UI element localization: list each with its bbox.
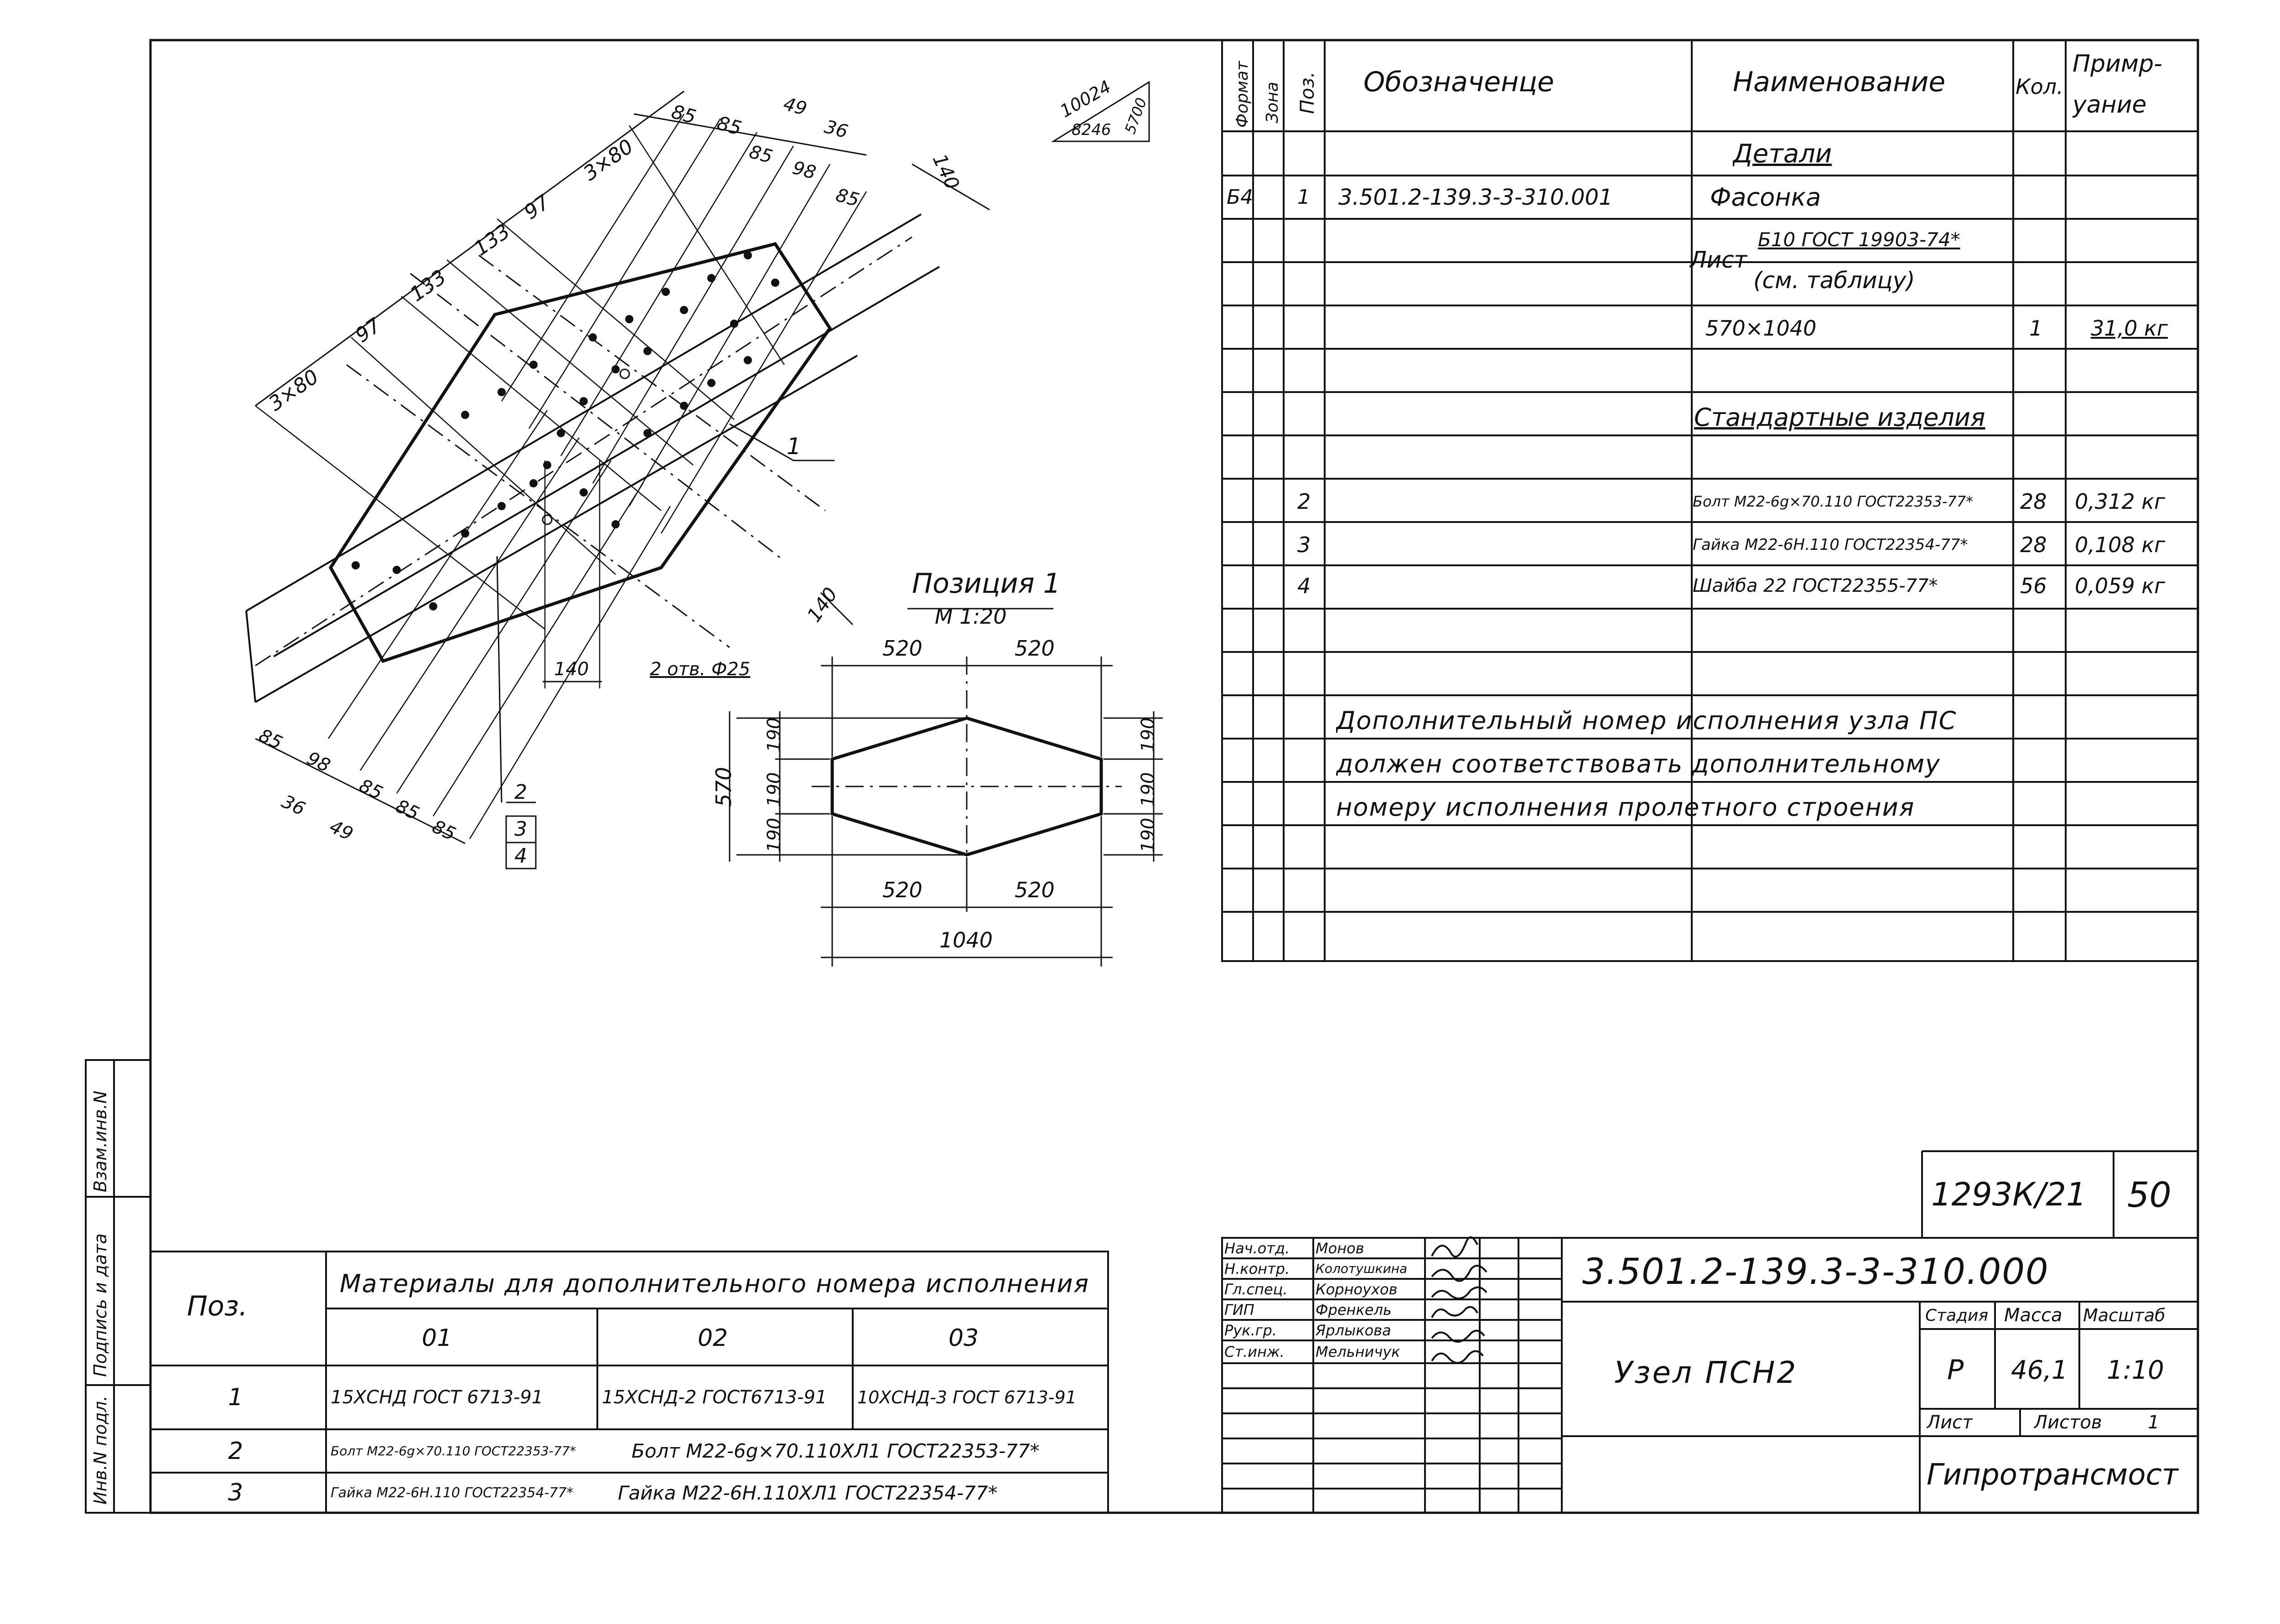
- role-4-name: Френкель: [1316, 1301, 1392, 1319]
- dim-bottom-4: 85: [356, 775, 386, 804]
- row3-pos: 3: [1297, 533, 1311, 557]
- drawing-name: Узел ПСН2: [1614, 1355, 1798, 1390]
- dim-bottom-0: 85: [255, 725, 286, 754]
- materials-row1-pos: 1: [228, 1384, 244, 1411]
- role-6: Ст.инж.: [1224, 1343, 1285, 1360]
- row3-name: Гайка М22-6Н.110 ГОСТ22354-77*: [1693, 536, 1968, 554]
- organization: Гипротрансмост: [1927, 1458, 2179, 1492]
- size-row-qty: 1: [2029, 316, 2043, 341]
- role-4: ГИП: [1224, 1301, 1254, 1319]
- spec-header-note-2: уание: [2073, 91, 2147, 119]
- drawing-code: 3.501.2-139.3-3-310.000: [1582, 1252, 2049, 1293]
- pos1-dim-right-a: 190: [1138, 717, 1159, 752]
- row1-pos: 1: [1297, 186, 1310, 209]
- leader-1: 1: [787, 433, 801, 460]
- gusset-plate: [331, 244, 830, 661]
- remark-line-3: номеру исполнения пролетного строения: [1336, 792, 1915, 822]
- spec-header-note-1: Примр-: [2073, 50, 2162, 78]
- materials-row1-c1: 15ХСНД ГОСТ 6713-91: [331, 1387, 544, 1408]
- page-number: 50: [2127, 1174, 2171, 1215]
- remark-line-2: должен соответствовать дополнительному: [1336, 749, 1941, 778]
- pos1-dim-right-b: 190: [1138, 772, 1159, 807]
- row2-pos: 2: [1297, 489, 1311, 514]
- materials-col-02: 02: [698, 1324, 728, 1352]
- callout-4: 4: [514, 844, 527, 868]
- row2-name: Болт М22-6g×70.110 ГОСТ22353-77*: [1693, 493, 1974, 510]
- row4-pos: 4: [1297, 574, 1311, 598]
- dim-bottom-1: 98: [303, 748, 334, 777]
- materials-title: Материалы для дополнительного номера исполнения: [340, 1269, 1090, 1298]
- pos1-dim-right-c: 190: [1138, 817, 1159, 853]
- spec-header-pos: Поз.: [1296, 72, 1318, 114]
- materials-row2-c2: Болт М22-6g×70.110ХЛ1 ГОСТ22353-77*: [632, 1440, 1040, 1462]
- dim-side-1: 140: [803, 583, 842, 626]
- position1-drawing: [730, 609, 1163, 967]
- dim-top-5: 3×80: [579, 134, 638, 186]
- album-number: 1293К/21: [1931, 1176, 2087, 1213]
- side-stamp-inv: Инв.N подл.: [90, 1396, 110, 1505]
- scale-value: 1:10: [2107, 1355, 2164, 1385]
- materials-row1-c3: 10ХСНД-3 ГОСТ 6713-91: [857, 1387, 1077, 1407]
- dim-top-4: 97: [520, 190, 554, 224]
- spec-header-format: Формат: [1233, 61, 1252, 128]
- position1-title: Позиция 1: [912, 568, 1061, 600]
- bolt-holes: [352, 251, 779, 610]
- weld-symbol-bottom-left: 8246: [1072, 121, 1111, 139]
- row4-note: 0,059 кг: [2075, 574, 2166, 598]
- role-2: Н.контр.: [1224, 1260, 1290, 1277]
- dim-top-0: 3×80: [264, 365, 323, 416]
- mass-value: 46,1: [2011, 1355, 2068, 1385]
- side-stamp-sign: Подпись и дата: [90, 1233, 110, 1377]
- dim-side-2: 140: [554, 659, 589, 680]
- role-2-name: Колотушкина: [1316, 1261, 1408, 1276]
- row3-note: 0,108 кг: [2075, 533, 2166, 557]
- row4-name: Шайба 22 ГОСТ22355-77*: [1693, 575, 1938, 596]
- weld-symbol-bottom-right: 5700: [1121, 95, 1150, 136]
- materials-row3-c1: Гайка М22-6Н.110 ГОСТ22354-77*: [331, 1484, 574, 1501]
- role-6-name: Мельничук: [1316, 1343, 1400, 1360]
- materials-row1-c2: 15ХСНД-2 ГОСТ6713-91: [602, 1387, 827, 1408]
- spec-header-designation: Обозначенце: [1363, 66, 1555, 98]
- dim-top-2: 133: [406, 265, 451, 306]
- node-drawing: [246, 82, 1149, 869]
- pos1-dim-left-a: 190: [764, 717, 785, 752]
- stage-value: Р: [1947, 1354, 1964, 1386]
- remark-line-1: Дополнительный номер исполнения узла ПС: [1336, 706, 1957, 735]
- dim-bottom-6: 85: [429, 816, 459, 845]
- sheet-word: Лист: [1689, 247, 1747, 273]
- dim-top-9: 36: [822, 116, 850, 143]
- row2-note: 0,312 кг: [2075, 489, 2166, 514]
- dim-top-3: 133: [470, 219, 515, 261]
- dim-bottom-2: 36: [278, 791, 309, 820]
- section-standard: Стандартные изделия: [1694, 403, 1985, 432]
- row4-qty: 56: [2020, 574, 2047, 598]
- section-details: Детали: [1733, 139, 1832, 169]
- dim-top-1: 97: [351, 313, 386, 347]
- role-3: Гл.спец.: [1224, 1280, 1288, 1298]
- dim-top-8: 49: [781, 93, 809, 120]
- pos1-dim-bottom-left: 520: [882, 878, 922, 902]
- pos1-dim-left-c: 190: [764, 817, 785, 853]
- dim-bottom-3: 49: [326, 816, 357, 845]
- scale-header: Масштаб: [2083, 1305, 2166, 1325]
- pos1-dim-top-left: 520: [882, 636, 922, 661]
- materials-row3-pos: 3: [228, 1479, 244, 1506]
- role-5-name: Ярлыкова: [1316, 1321, 1391, 1339]
- pos1-dim-bottom-right: 520: [1015, 878, 1055, 902]
- materials-row3-c2: Гайка М22-6Н.110ХЛ1 ГОСТ22354-77*: [618, 1481, 998, 1504]
- dim-top-6: 85: [669, 100, 699, 129]
- callout-2: 2: [514, 781, 527, 804]
- dim-bottom-5: 85: [392, 796, 423, 825]
- materials-col-03: 03: [948, 1324, 979, 1352]
- materials-col-01: 01: [422, 1324, 452, 1352]
- sheets-count: 1: [2148, 1412, 2160, 1433]
- dim-top-10: 85: [747, 141, 775, 168]
- row1-designation: 3.501.2-139.3-3-310.001: [1338, 184, 1613, 210]
- sheet-table: (см. таблицу): [1753, 267, 1915, 294]
- dim-top-11: 98: [790, 157, 819, 184]
- dim-top-7: 85: [715, 112, 744, 140]
- size-row-note: 31,0 кг: [2091, 316, 2168, 341]
- side-stamp-replace: Взам.инв.N: [90, 1091, 110, 1192]
- role-1: Нач.отд.: [1224, 1239, 1290, 1257]
- spec-header-qty: Кол.: [2016, 74, 2063, 99]
- materials-pos-header: Поз.: [187, 1290, 248, 1322]
- pos1-dim-top-right: 520: [1015, 636, 1055, 661]
- materials-row2-pos: 2: [228, 1437, 244, 1465]
- dim-top-12: 85: [834, 185, 862, 211]
- holes-label: 2 отв. Ф25: [650, 659, 751, 680]
- size-row-name: 570×1040: [1705, 316, 1817, 341]
- role-5: Рук.гр.: [1224, 1321, 1277, 1339]
- position1-scale: М 1:20: [935, 604, 1007, 629]
- pos1-dim-height: 570: [711, 767, 736, 807]
- stage-header: Стадия: [1925, 1306, 1989, 1325]
- row2-qty: 28: [2020, 489, 2047, 514]
- pos1-dim-left-b: 190: [764, 772, 785, 807]
- row1-format: Б4: [1227, 186, 1254, 209]
- sheet-label: Лист: [1927, 1412, 1973, 1433]
- weld-symbol-top: 10024: [1057, 76, 1114, 122]
- role-3-name: Корноухов: [1316, 1280, 1398, 1298]
- spec-header-zone: Зона: [1263, 82, 1282, 123]
- materials-row2-c1: Болт М22-6g×70.110 ГОСТ22353-77*: [331, 1443, 576, 1458]
- spec-header-name: Наименование: [1733, 66, 1946, 98]
- dim-side-0: 140: [928, 150, 964, 193]
- sheets-label: Листов: [2034, 1412, 2102, 1433]
- row3-qty: 28: [2020, 533, 2047, 557]
- role-1-name: Монов: [1316, 1239, 1364, 1257]
- mass-header: Масса: [2004, 1305, 2062, 1326]
- callout-3: 3: [514, 817, 527, 841]
- row1-name: Фасонка: [1710, 183, 1821, 212]
- sheet-spec: Б10 ГОСТ 19903-74*: [1758, 228, 1960, 251]
- pos1-dim-total: 1040: [939, 928, 993, 952]
